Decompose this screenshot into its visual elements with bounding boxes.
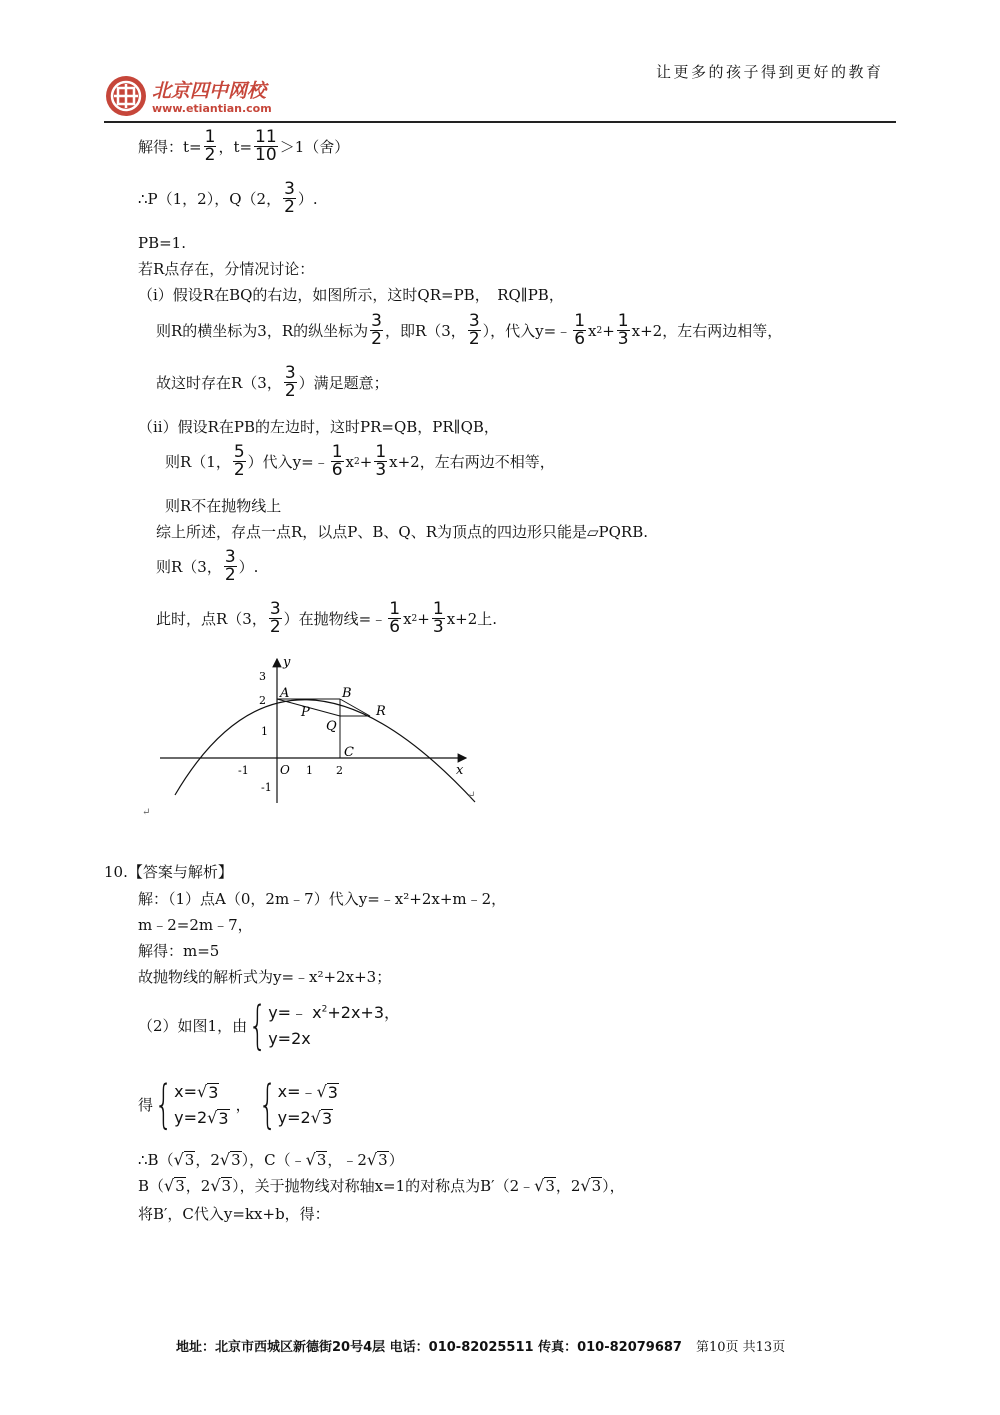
solution-line-1: 解得：t= $\frac{1}{2}$ ，t= $\frac{11}{10}$ ＞1（舍）: [138, 127, 350, 165]
fraction: $\frac{1}{3}$: [432, 599, 444, 637]
fraction: $\frac{1}{6}$: [574, 311, 586, 349]
fraction: $\frac{3}{2}$: [269, 599, 281, 637]
solution-system-2: { x=﹣ √ 3 y=2 √ 3: [258, 1075, 338, 1135]
q10-line-5: （2）如图1，由 { y=﹣ $x^2+2x+3$， y=2x: [138, 996, 401, 1056]
solution-line-10: 则R不在抛物线上: [165, 497, 282, 515]
solution-line-6: 则R的横坐标为3，R的纵坐标为 $\frac{3}{2}$ ，即R（3， $\frac{3}{2}$ ），代入y=﹣ $\frac{1}{6}$ x 2 + $\frac{1}{3}$ x+2，左右两边相等，: [156, 311, 783, 349]
fraction: $\frac{5}{2}$: [233, 442, 245, 480]
q10-solutions: 得 { x= √ 3 y=2 √ 3 ， { x=﹣ √ 3 y=2 √ 3: [138, 1075, 338, 1135]
origin-label: O: [280, 763, 290, 777]
footer-address: 地址：北京市西城区新德街20号4层 电话：010-82025511 传真：010-82079687: [176, 1340, 682, 1355]
footer: [176, 1336, 785, 1355]
fraction: $\frac{3}{2}$: [371, 311, 382, 349]
fraction: $\frac{3}{2}$: [224, 547, 236, 585]
logo: [104, 72, 279, 120]
return-mark: ↵: [467, 790, 476, 801]
q10-line-7: B（ √ 3 ，2 √ 3 ），关于抛物线对称轴x=1的对称点为B′（2﹣ √ 3 ，2 √ 3 ），: [138, 1176, 625, 1195]
solution-line-7: 故这时存在R（3， $\frac{3}{2}$ ）满足题意；: [156, 363, 389, 401]
point-r-label: R: [376, 704, 386, 719]
point-a-label: A: [280, 686, 290, 701]
solution-line-9: 则R（1， $\frac{5}{2}$ ）代入y=﹣ $\frac{1}{6}$ x 2 + $\frac{1}{3}$ x+2，左右两边不相等，: [165, 442, 555, 480]
solution-line-2: ∴P（1，2），Q（2， $\frac{3}{2}$ ）.: [138, 179, 318, 217]
parabola-figure: [140, 655, 490, 815]
solution-line-8: （ii）假设R在PB的左边时，这时PR=QB，PR∥QB，: [138, 418, 499, 436]
solution-line-4: 若R点存在，分情况讨论：: [138, 260, 315, 278]
return-mark: ↵: [142, 807, 151, 815]
solution-line-5: （i）假设R在BQ的右边，如图所示，这时QR=PB， RQ∥PB，: [138, 286, 564, 304]
q10-line-2: m﹣2=2m﹣7，: [138, 916, 253, 934]
solution-line-12: 则R（3， $\frac{3}{2}$ ）.: [156, 547, 259, 585]
question-10-title: 10.【答案与解析】: [104, 863, 233, 881]
tick-y-1: 1: [261, 725, 268, 738]
q10-line-1: 解：（1）点A（0，2m﹣7）代入y=﹣x²+2x+m﹣2，: [138, 890, 507, 908]
q10-line-3: 解得：m=5: [138, 942, 220, 960]
fraction: $\frac{11}{10}$: [255, 127, 277, 165]
q10-line-6: ∴B（ √ 3 ，2 √ 3 ），C（﹣ √ 3 ，﹣2 √ 3 ）: [138, 1150, 404, 1169]
parabola-curve: [175, 700, 475, 802]
fraction: $\frac{1}{6}$: [389, 599, 401, 637]
fraction: $\frac{3}{2}$: [284, 179, 295, 217]
point-b-label: B: [342, 686, 352, 701]
logo-emblem-icon: [104, 74, 148, 118]
fraction: $\frac{1}{3}$: [375, 442, 387, 480]
solution-line-13: 此时，点R（3， $\frac{3}{2}$ ）在抛物线=﹣ $\frac{1}{6}$ x 2 + $\frac{1}{3}$ x+2上.: [156, 599, 498, 637]
fraction: $\frac{1}{6}$: [331, 442, 343, 480]
logo-url: www.etiantian.com: [152, 102, 272, 115]
fraction: $\frac{3}{2}$: [468, 311, 480, 349]
solution-system-1: { x= √ 3 y=2 √ 3: [154, 1075, 229, 1135]
equation-system: { y=﹣ $x^2+2x+3$， y=2x: [248, 996, 401, 1056]
tick-x-2: 2: [336, 764, 343, 777]
tick-x-1: 1: [306, 764, 313, 777]
point-p-label: P: [301, 705, 310, 720]
q10-line-8: 将B′，C代入y=kx+b，得：: [138, 1205, 330, 1223]
footer-page-number: 第10页 共13页: [695, 1340, 786, 1355]
fraction: $\frac{1}{3}$: [617, 311, 629, 349]
tick-x-neg1: -1: [238, 764, 249, 777]
tick-y-neg1: -1: [261, 781, 272, 794]
q10-line-4: 故抛物线的解析式为y=﹣x²+2x+3；: [138, 968, 392, 986]
point-c-label: C: [344, 745, 354, 760]
fraction: $\frac{3}{2}$: [284, 363, 296, 401]
tick-y-3: 3: [259, 670, 266, 683]
header-slogan: 让更多的孩子得到更好的教育: [656, 63, 884, 81]
y-axis-label: y: [283, 655, 291, 670]
logo-name: 北京四中网校: [152, 80, 267, 102]
point-q-label: Q: [326, 719, 337, 734]
tick-y-2: 2: [259, 694, 266, 707]
solution-line-11: 综上所述，存点一点R，以点P、B、Q、R为顶点的四边形只能是▱PQRB.: [156, 523, 649, 541]
header-rule: [104, 121, 896, 123]
solution-line-3: PB=1.: [138, 234, 186, 252]
x-axis-label: x: [456, 763, 464, 778]
fraction: $\frac{1}{2}$: [204, 127, 216, 165]
